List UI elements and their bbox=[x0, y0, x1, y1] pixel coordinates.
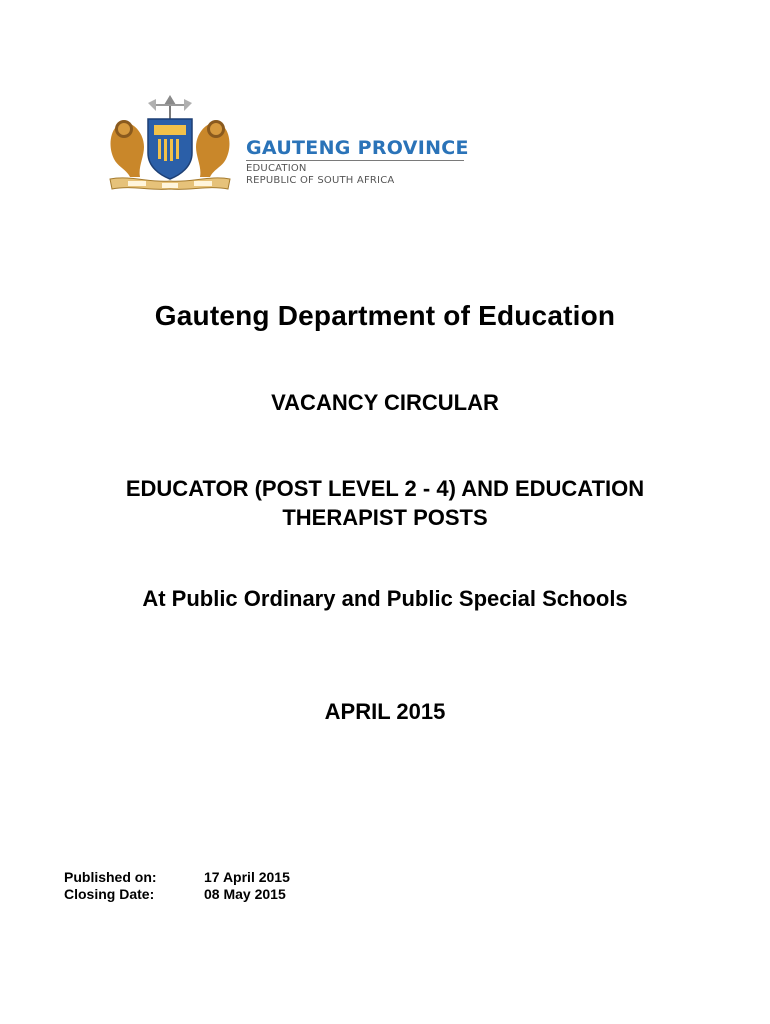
posts-title-line-1: EDUCATOR (POST LEVEL 2 - 4) AND EDUCATION bbox=[125, 476, 645, 501]
coat-of-arms-icon bbox=[100, 95, 240, 195]
gauteng-logo bbox=[100, 95, 470, 195]
department-title: Gauteng Department of Education bbox=[154, 300, 616, 331]
circular-month: APRIL 2015 bbox=[324, 699, 446, 724]
published-value: 17 April 2015 bbox=[204, 869, 290, 885]
circular-title: VACANCY CIRCULAR bbox=[271, 390, 499, 415]
schools-subtitle: At Public Ordinary and Public Special Schools bbox=[142, 586, 628, 611]
logo-title: GAUTENG PROVINCE bbox=[246, 137, 469, 159]
closing-row bbox=[64, 886, 290, 903]
posts-title-line-2: THERAPIST POSTS bbox=[282, 505, 488, 530]
logo-subtitle-country: REPUBLIC OF SOUTH AFRICA bbox=[246, 175, 395, 186]
closing-value: 08 May 2015 bbox=[204, 886, 286, 902]
published-label: Published on: bbox=[64, 869, 157, 885]
closing-label: Closing Date: bbox=[64, 886, 155, 902]
logo-subtitle-education: EDUCATION bbox=[246, 163, 307, 174]
published-row bbox=[64, 869, 290, 886]
logo-divider bbox=[246, 160, 464, 161]
logo-text bbox=[246, 137, 469, 187]
dates-block bbox=[64, 869, 290, 903]
posts-title bbox=[0, 474, 770, 532]
